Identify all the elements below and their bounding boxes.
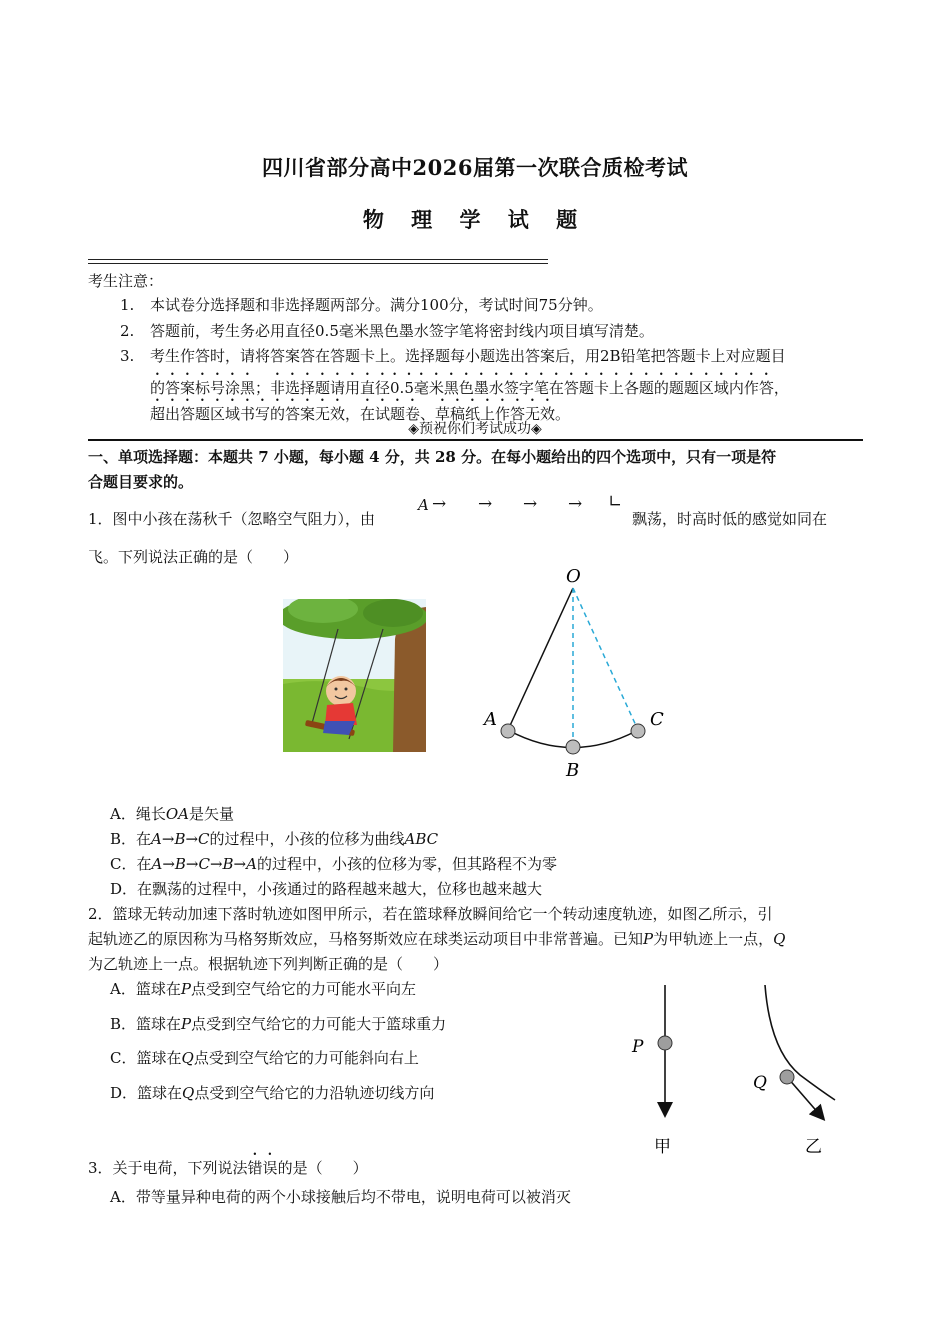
notice-item-2-text: 答题前，考生务必用直径0.5毫米黑色墨水签字笔将密封线内项目填写清楚。 bbox=[150, 322, 654, 340]
q2-option-a-post: 点受到空气给它的力可能水平向左 bbox=[190, 980, 416, 998]
q2-stem-line1: 2．篮球无转动加速下落时轨迹如图甲所示，若在篮球释放瞬间给它一个转动速度轨迹，如图乙所示，引 bbox=[88, 905, 773, 923]
rope-OA bbox=[508, 588, 573, 730]
q1-prefix: 1．图中小孩在荡秋千（忽略空气阻力），由 bbox=[88, 510, 376, 528]
q1-option-b bbox=[110, 828, 438, 849]
q1-option-c bbox=[110, 853, 557, 874]
notice-item-2 bbox=[120, 320, 654, 341]
q2-line2-text: 起轨迹乙的原因称为马格努斯效应，马格努斯效应在球类运动项目中非常普遍。已知 bbox=[88, 930, 644, 948]
q1-path-arrow-2: → bbox=[478, 494, 493, 514]
q2-option-d-pre: 篮球在 bbox=[137, 1084, 183, 1102]
q3-option-a-text: 带等量异种电荷的两个小球接触后均不带电，说明电荷可以被消灭 bbox=[135, 1188, 571, 1206]
header-divider bbox=[88, 259, 548, 264]
tangent-arrow-Q bbox=[787, 1077, 820, 1115]
q2-option-b-label: B． bbox=[110, 1015, 137, 1033]
label-Q: Q bbox=[753, 1073, 767, 1093]
q2-option-b-post: 点受到空气给它的力可能大于篮球重力 bbox=[191, 1015, 447, 1033]
notice-item-3-line1: 考生作答时，请将答案答在答题卡上。选择题每小题选出答案后，用2B铅笔把答题卡上对应题目 bbox=[150, 347, 786, 365]
q1-option-b-var2: ABC bbox=[404, 830, 439, 848]
q2-option-a bbox=[110, 978, 416, 999]
q1-stem-line2: 飞。下列说法正确的是（ ） bbox=[88, 548, 299, 566]
section-divider bbox=[88, 439, 863, 441]
q2-option-a-pre: 篮球在 bbox=[135, 980, 181, 998]
notice-item-3-line2: 的答案标号涂黑；非选择题请用直径0.5毫米黑色墨水签字笔在答题卡上各题的题题区域内作答， bbox=[150, 379, 789, 397]
q2-option-d-var: Q bbox=[182, 1084, 195, 1102]
q1-option-b-mid: 的过程中，小孩的位移为曲线 bbox=[209, 830, 405, 848]
q1-option-b-label: B． bbox=[110, 830, 137, 848]
q1-option-b-var: A→B→C bbox=[151, 830, 210, 848]
q2-line2-post: 为甲轨迹上一点， bbox=[653, 930, 774, 948]
q2-line2-var-p: P bbox=[643, 930, 654, 948]
q1-path-arrow-1: → bbox=[432, 494, 447, 514]
q2-option-a-var: P bbox=[180, 980, 191, 998]
section1-heading-line1: 一、单项选择题：本题共 7 小题，每小题 4 分，共 28 分。在每小题给出的四个选项中，只有一项是符 bbox=[88, 448, 777, 466]
trajectory-diagram bbox=[620, 980, 850, 1160]
label-C: C bbox=[650, 709, 664, 730]
q1-path-arrow-4: → bbox=[568, 494, 583, 514]
q1-option-d-label: D． bbox=[110, 880, 138, 898]
label-yi: 乙 bbox=[805, 1137, 822, 1157]
notice-item-3-num: 3. bbox=[120, 347, 135, 365]
notice-item-3 bbox=[120, 345, 786, 366]
label-jia: 甲 bbox=[654, 1137, 671, 1157]
notice-item-3-line3: 超出答题区域书写的答案无效，在试题卷、草稿纸上作答无效。 bbox=[150, 405, 571, 423]
q2-option-d bbox=[110, 1082, 434, 1103]
q2-option-b-pre: 篮球在 bbox=[136, 1015, 182, 1033]
q2-option-c bbox=[110, 1047, 419, 1068]
q1-path-end: ∟ bbox=[608, 492, 623, 512]
q1-option-c-pre: 在 bbox=[136, 855, 152, 873]
q1-path-arrow-3: → bbox=[523, 494, 538, 514]
label-P: P bbox=[632, 1037, 644, 1057]
q1-suffix: 飘荡，时高时低的感觉如同在 bbox=[632, 510, 828, 528]
q2-line2-var-q: Q bbox=[773, 930, 786, 948]
section1-heading-line2: 合题目要求的。 bbox=[88, 473, 194, 491]
q2-option-d-label: D． bbox=[110, 1084, 138, 1102]
ball-P bbox=[658, 1036, 672, 1050]
q1-option-a-post: 是矢量 bbox=[189, 805, 235, 823]
q2-option-c-pre: 篮球在 bbox=[136, 1049, 182, 1067]
q1-stem-line1 bbox=[88, 508, 375, 529]
q1-option-d bbox=[110, 878, 542, 899]
q2-option-d-post: 点受到空气给它的力沿轨迹切线方向 bbox=[194, 1084, 435, 1102]
q3-option-a-label: A． bbox=[110, 1188, 136, 1206]
q2-option-c-var: Q bbox=[181, 1049, 194, 1067]
point-C bbox=[631, 724, 645, 738]
q2-option-c-post: 点受到空气给它的力可能斜向右上 bbox=[193, 1049, 419, 1067]
trajectory-yi bbox=[765, 985, 835, 1100]
notice-item-1-num: 1. bbox=[120, 296, 135, 314]
q2-stem-line2 bbox=[88, 928, 785, 949]
q1-option-a-var: OA bbox=[165, 805, 189, 823]
label-A: A bbox=[484, 709, 497, 730]
point-A bbox=[501, 724, 515, 738]
q2-option-b-var: P bbox=[181, 1015, 192, 1033]
q1-option-c-post: 的过程中，小孩的位移为零，但其路程不为零 bbox=[256, 855, 557, 873]
q1-option-a bbox=[110, 803, 234, 824]
q3-stem-emph: 错误 bbox=[247, 1159, 278, 1177]
exam-title: 四川省部分高中2026届第一次联合质检考试 bbox=[262, 155, 688, 180]
q2-stem-line3: 为乙轨迹上一点。根据轨迹下列判断正确的是（ ） bbox=[88, 955, 449, 973]
q3-stem-pre: 3．关于电荷，下列说法 bbox=[88, 1159, 248, 1177]
q1-option-c-var: A→B→C→B→A bbox=[151, 855, 257, 873]
label-O: O bbox=[566, 566, 581, 587]
q3-stem bbox=[88, 1150, 368, 1178]
q1-option-c-label: C． bbox=[110, 855, 137, 873]
exam-subject: 物 理 学 试 题 bbox=[362, 207, 588, 232]
notice-item-1 bbox=[120, 294, 603, 315]
q1-option-d-text: 在飘荡的过程中，小孩通过的路程越来越大，位移也越来越大 bbox=[137, 880, 543, 898]
line-OC bbox=[573, 588, 638, 730]
q2-option-c-label: C． bbox=[110, 1049, 137, 1067]
pendulum-diagram bbox=[478, 560, 668, 785]
q3-option-a bbox=[110, 1186, 571, 1207]
notice-item-2-num: 2. bbox=[120, 322, 135, 340]
q2-option-a-label: A． bbox=[110, 980, 136, 998]
notice-heading: 考生注意： bbox=[88, 272, 164, 290]
swing-illustration bbox=[283, 599, 426, 752]
blessing-text: ◈预祝你们考试成功◈ bbox=[408, 421, 542, 437]
q2-option-b bbox=[110, 1013, 446, 1034]
q1-option-a-pre: 绳长 bbox=[135, 805, 166, 823]
label-B: B bbox=[566, 760, 580, 781]
point-B bbox=[566, 740, 580, 754]
ball-Q bbox=[780, 1070, 794, 1084]
q1-option-b-pre: 在 bbox=[136, 830, 152, 848]
q1-option-a-label: A． bbox=[110, 805, 136, 823]
notice-item-1-text: 本试卷分选择题和非选择题两部分。满分100分，考试时间75分钟。 bbox=[150, 296, 603, 314]
q3-stem-post: 的是（ ） bbox=[277, 1159, 368, 1177]
q1-path-start: A bbox=[418, 496, 429, 514]
